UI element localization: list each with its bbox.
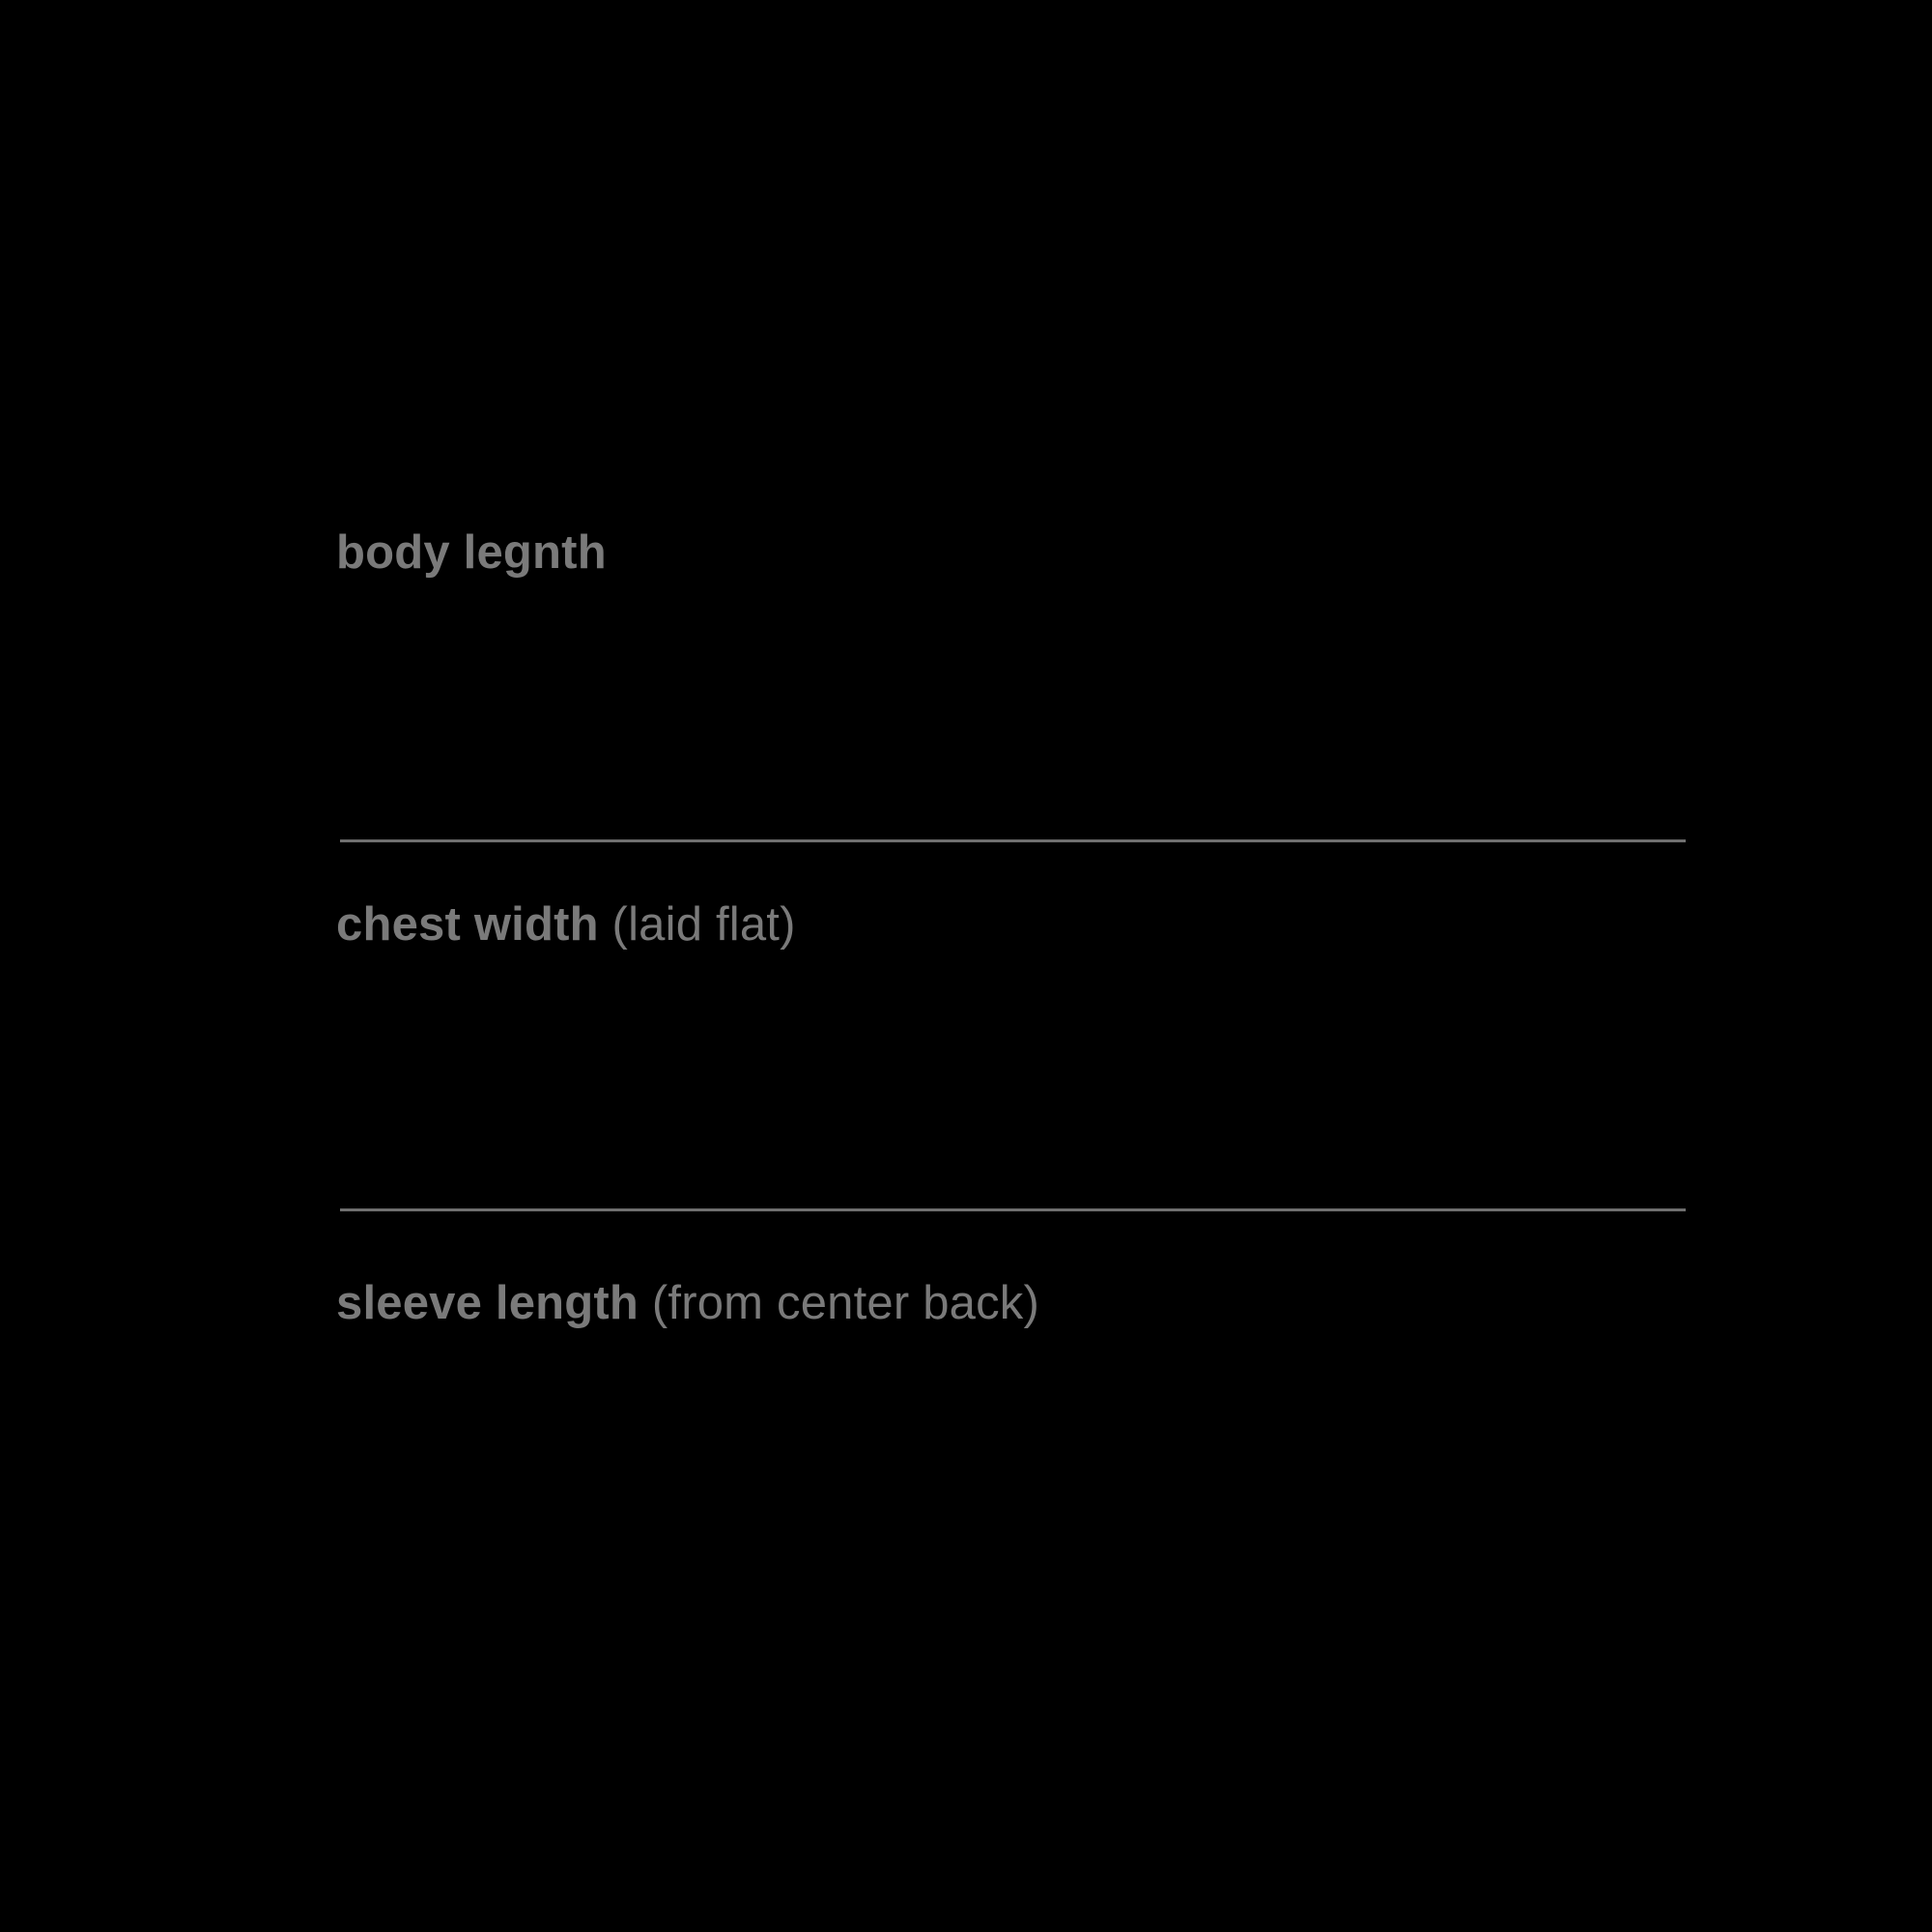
measurement-term: chest width [336,898,599,951]
measurement-label-body-length [336,526,607,579]
measurement-label-chest-width [336,898,796,951]
measurement-qualifier: (laid flat) [598,898,796,951]
divider-line-1 [340,839,1686,842]
measurement-term: sleeve length [336,1277,639,1329]
measurement-label-sleeve-length [336,1277,1040,1329]
measurement-qualifier: (from center back) [639,1277,1040,1329]
measurement-term: body legnth [336,526,607,579]
divider-line-2 [340,1208,1686,1211]
